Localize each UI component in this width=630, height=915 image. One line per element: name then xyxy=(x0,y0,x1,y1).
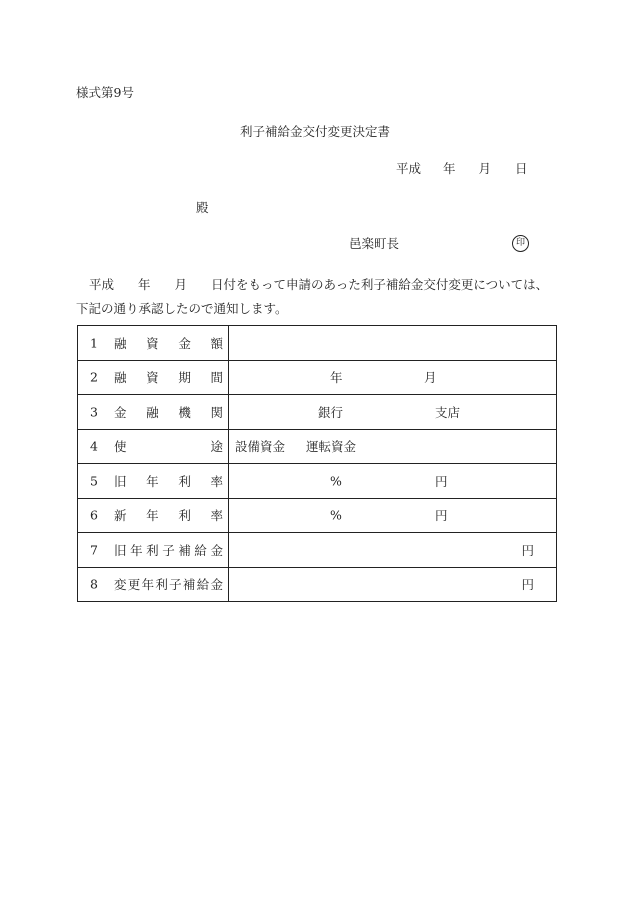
row-label xyxy=(114,506,223,524)
row-label-char: 年 xyxy=(130,542,143,558)
row-label-char: 融 xyxy=(146,404,159,420)
body-era: 平成 xyxy=(89,277,115,292)
loan-period-field xyxy=(229,360,557,395)
row-label-char: 補 xyxy=(182,577,196,593)
branch-label: 支店 xyxy=(435,404,461,420)
body-year: 年 xyxy=(138,277,151,292)
row-label-cell xyxy=(78,326,229,361)
loan-amount-field xyxy=(229,326,557,361)
row-label xyxy=(114,334,223,352)
new-subsidy-field xyxy=(229,567,557,602)
row-number: 4 xyxy=(90,438,98,454)
table-row xyxy=(78,395,557,430)
row-label-char: 給 xyxy=(194,542,207,558)
row-label-char: 率 xyxy=(210,473,223,489)
row-label xyxy=(114,472,223,490)
purpose-equipment: 設備資金 xyxy=(235,439,286,455)
row-label-char: 変 xyxy=(114,577,127,593)
row-label-char: 補 xyxy=(178,542,191,558)
row-number: 1 xyxy=(90,335,98,351)
row-label-char: 旧 xyxy=(114,473,127,489)
row-label-char: 年 xyxy=(146,508,159,524)
row-label-char: 金 xyxy=(210,577,223,593)
date-line xyxy=(396,159,528,177)
purpose-operating: 運転資金 xyxy=(306,439,357,455)
addressee: 殿 xyxy=(196,200,209,215)
new-rate-yen: 円 xyxy=(435,508,448,524)
row-label-char: 途 xyxy=(210,439,223,455)
table-row xyxy=(78,567,557,602)
form-number: 様式第9号 xyxy=(76,85,134,100)
period-month: 月 xyxy=(424,370,437,386)
document-title: 利子補給金交付変更決定書 xyxy=(239,124,390,139)
row-label-cell xyxy=(78,567,229,602)
new-rate-percent: % xyxy=(330,507,342,523)
row-label-char: 金 xyxy=(114,404,127,420)
date-month: 月 xyxy=(478,161,492,176)
row-number: 3 xyxy=(90,404,98,420)
date-year: 年 xyxy=(443,161,456,176)
row-label-char: 資 xyxy=(146,335,159,351)
old-subsidy-field xyxy=(229,533,557,568)
row-label-char: 子 xyxy=(169,577,182,593)
row-label-char: 関 xyxy=(210,404,223,420)
row-number: 7 xyxy=(90,542,98,558)
row-label-char: 融 xyxy=(114,370,127,386)
new-subsidy-yen: 円 xyxy=(521,577,534,593)
body-sentence: 日付をもって申請のあった利子補給金交付変更については、下記の通り承認したので通知します。 xyxy=(76,277,549,316)
row-number: 6 xyxy=(90,507,98,523)
body-month: 月 xyxy=(174,277,188,292)
purpose-field xyxy=(229,429,557,464)
row-label-char: 利 xyxy=(155,577,168,593)
date-day: 日 xyxy=(515,161,528,176)
table-row xyxy=(78,326,557,361)
table-row xyxy=(78,498,557,533)
row-label xyxy=(114,541,223,559)
row-label-char: 利 xyxy=(146,542,159,558)
financial-institution-field xyxy=(229,395,557,430)
row-label-cell xyxy=(78,498,229,533)
row-label-char: 旧 xyxy=(114,542,127,558)
table-row xyxy=(78,360,557,395)
details-table xyxy=(77,325,557,602)
row-label-char: 子 xyxy=(162,542,175,558)
row-label-cell xyxy=(78,533,229,568)
old-rate-yen: 円 xyxy=(435,473,448,489)
row-label-char: 率 xyxy=(210,508,223,524)
row-label-char: 利 xyxy=(178,508,191,524)
row-label-cell xyxy=(78,429,229,464)
row-label-cell xyxy=(78,360,229,395)
row-label xyxy=(114,403,223,421)
row-label-char: 間 xyxy=(210,370,223,386)
seal-icon: 印 xyxy=(512,235,529,252)
table-row xyxy=(78,533,557,568)
row-label xyxy=(114,437,223,455)
bank-label: 銀行 xyxy=(318,404,344,420)
row-label-char: 更 xyxy=(127,577,141,593)
date-era: 平成 xyxy=(396,161,422,176)
row-label-cell xyxy=(78,464,229,499)
row-label-char: 年 xyxy=(141,577,155,593)
row-label xyxy=(114,575,223,593)
old-rate-field xyxy=(229,464,557,499)
row-label-char: 額 xyxy=(210,335,223,351)
row-label-char: 新 xyxy=(114,508,127,524)
row-number: 8 xyxy=(90,576,98,592)
row-number: 2 xyxy=(90,369,98,385)
issuer-name: 邑楽町長 xyxy=(349,236,400,251)
body-text xyxy=(76,273,556,321)
table-row xyxy=(78,464,557,499)
row-label xyxy=(114,368,223,386)
row-number: 5 xyxy=(90,473,98,489)
row-label-char: 利 xyxy=(178,473,191,489)
row-label-char: 資 xyxy=(146,370,159,386)
row-label-char: 機 xyxy=(178,404,191,420)
old-subsidy-yen: 円 xyxy=(521,542,534,558)
row-label-char: 使 xyxy=(114,439,127,455)
row-label-char: 給 xyxy=(196,577,210,593)
row-label-char: 期 xyxy=(178,370,191,386)
new-rate-field xyxy=(229,498,557,533)
period-year: 年 xyxy=(330,370,343,386)
row-label-char: 年 xyxy=(146,473,159,489)
row-label-char: 金 xyxy=(178,335,191,351)
old-rate-percent: % xyxy=(330,473,342,489)
row-label-char: 金 xyxy=(210,542,223,558)
table-row xyxy=(78,429,557,464)
row-label-cell xyxy=(78,395,229,430)
row-label-char: 融 xyxy=(114,335,127,351)
